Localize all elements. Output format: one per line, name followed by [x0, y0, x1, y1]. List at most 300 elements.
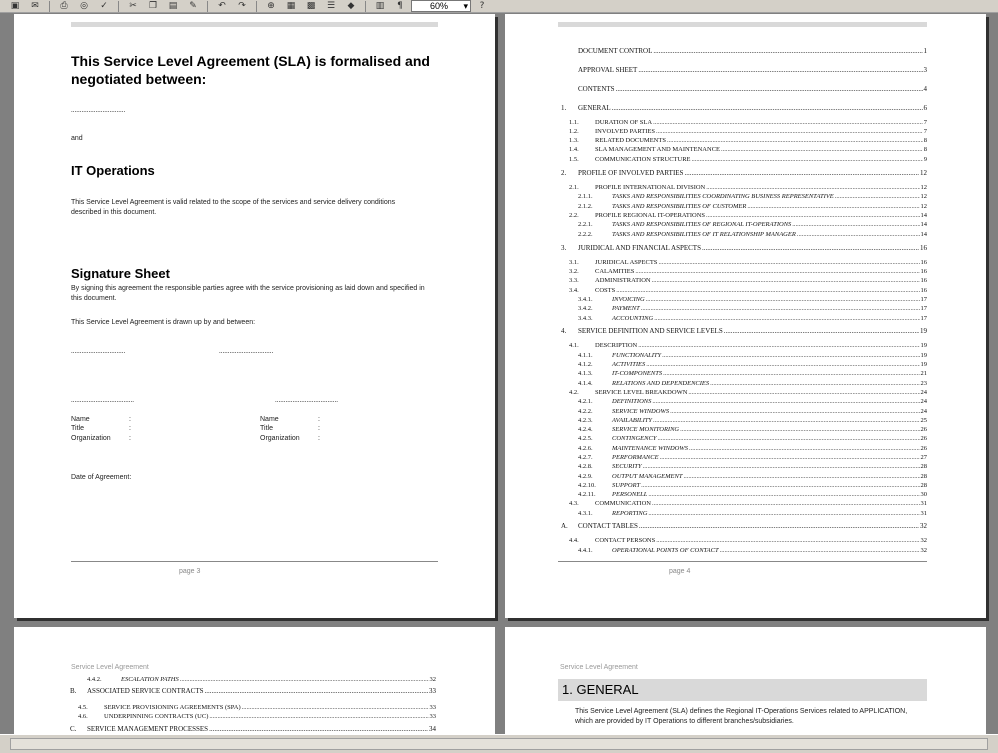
toc-number: 4.4.2. [87, 676, 102, 683]
toc-leader [638, 341, 919, 350]
toc-number: A. [561, 522, 568, 530]
toc-page-number: 16 [920, 259, 927, 266]
toc-entry[interactable] [561, 522, 927, 531]
toc-number: 1.4. [569, 146, 579, 153]
toc-title: REPORTING [612, 510, 648, 517]
toc-number: 4.6. [78, 713, 88, 720]
toc-number: 4.5. [78, 704, 88, 711]
toc-entry[interactable] [70, 687, 436, 696]
toc-page-number: 16 [920, 277, 927, 284]
toc-page-number: 28 [920, 463, 927, 470]
section-heading: 1. GENERAL [558, 679, 927, 701]
toc-entry[interactable] [569, 536, 927, 545]
toc-number: 3.4. [569, 287, 579, 294]
toc-number: 4.3. [569, 500, 579, 507]
paste-icon[interactable]: ▤ [168, 1, 178, 11]
header-bar [558, 22, 927, 27]
toc-page-number: 26 [920, 435, 927, 442]
toc-title: DESCRIPTION [595, 342, 638, 349]
horizontal-scrollbar[interactable] [0, 734, 998, 753]
toc-number: 3. [561, 244, 567, 252]
scrollbar-thumb[interactable] [10, 738, 988, 750]
toc-leader [641, 304, 920, 313]
toc-page-number: 3 [923, 66, 927, 74]
toc-number: 1. [561, 104, 567, 112]
toc-number: 4.2.3. [578, 417, 593, 424]
field-title-right: Title : [260, 425, 320, 432]
toc-entry[interactable] [70, 725, 436, 734]
toc-leader [646, 295, 920, 304]
toc-title: GENERAL [578, 104, 611, 112]
footer-line [558, 561, 927, 562]
copy-icon[interactable]: ❐ [148, 1, 158, 11]
toc-title: ACTIVITIES [612, 361, 646, 368]
toc-page-number: 19 [920, 361, 927, 368]
toc-number: 4.1.3. [578, 370, 593, 377]
toc-leader [652, 499, 920, 508]
toc-entry[interactable] [78, 703, 436, 712]
toc-page-number: 28 [920, 473, 927, 480]
toc-page-number: 31 [920, 510, 927, 517]
toc-leader [658, 258, 919, 267]
toc-leader [639, 522, 919, 531]
toc-title: OUTPUT MANAGEMENT [612, 473, 683, 480]
signature-line: .................................... [71, 396, 134, 404]
toc-leader [643, 462, 920, 471]
redo-icon[interactable]: ↷ [238, 1, 246, 11]
toc-leader [657, 434, 919, 443]
help-icon[interactable]: ? [479, 1, 485, 11]
toc-leader [724, 327, 919, 336]
toc-page-number: 14 [920, 221, 927, 228]
toc-number: 2.2. [569, 212, 579, 219]
hyperlink-icon[interactable]: ⊕ [267, 1, 275, 11]
toc-entry[interactable] [578, 369, 927, 378]
toc-entry[interactable] [578, 230, 927, 239]
print-icon[interactable]: ⎙ [60, 1, 68, 11]
toc-title: UNDERPINNING CONTRACTS (UC) [104, 713, 209, 720]
toc-entry[interactable] [569, 145, 927, 154]
columns-icon[interactable]: ☰ [326, 1, 336, 11]
toc-page-number: 7 [923, 119, 927, 126]
toc-number: 4.1.4. [578, 380, 593, 387]
toc-leader [792, 220, 919, 229]
footer-line [71, 561, 438, 562]
toc-entry[interactable] [578, 546, 927, 555]
toc-title: TASKS AND RESPONSIBILITIES OF IT RELATIONSHIP MANAGER [612, 231, 796, 238]
toc-title: TASKS AND RESPONSIBILITIES OF REGIONAL IT-OPERATIONS [612, 221, 792, 228]
toc-page-number: 33 [429, 713, 436, 720]
toc-number: 4.4. [569, 537, 579, 544]
toc-title: INVOICING [612, 296, 645, 303]
toc-leader [653, 118, 923, 127]
toc-entry[interactable] [578, 220, 927, 229]
toc-page-number: 33 [429, 704, 436, 711]
toc-title: AVAILABILITY [612, 417, 652, 424]
toc-title: JURIDICAL ASPECTS [595, 259, 658, 266]
toc-leader [648, 509, 919, 518]
toc-title: SLA MANAGEMENT AND MAINTENANCE [595, 146, 721, 153]
toc-title: SERVICE MONITORING [612, 426, 680, 433]
toc-page-number: 17 [920, 315, 927, 322]
toc-page-number: 32 [429, 676, 436, 683]
toc-title: MAINTENANCE WINDOWS [612, 445, 689, 452]
toc-number: 4.1.2. [578, 361, 593, 368]
toc-page-number: 21 [920, 370, 927, 377]
toc-page-number: 31 [920, 500, 927, 507]
zoom-select[interactable] [411, 0, 471, 12]
signature-line: .................................... [275, 396, 338, 404]
toc-entry[interactable] [578, 481, 927, 490]
toc-title: PERFORMANCE [612, 454, 659, 461]
toc-number: 4.3.1. [578, 510, 593, 517]
toc-title: RELATED DOCUMENTS [595, 137, 666, 144]
excel-icon[interactable]: ▩ [306, 1, 316, 11]
toc-entry[interactable] [578, 444, 927, 453]
toc-leader [689, 444, 919, 453]
toc-entry[interactable] [578, 360, 927, 369]
toc-title: COSTS [595, 287, 616, 294]
toc-page-number: 24 [920, 398, 927, 405]
toc-page-number: 6 [923, 104, 927, 112]
toc-number: 3.3. [569, 277, 579, 284]
toc-entry[interactable] [569, 267, 927, 276]
toc-entry[interactable] [578, 202, 927, 211]
toc-number: 4.1. [569, 342, 579, 349]
toc-page-number: 32 [920, 537, 927, 544]
toc-page-number: 12 [920, 169, 927, 177]
page-number: page 4 [669, 568, 691, 575]
field-name-left: Name : [71, 416, 131, 423]
toc-page-number: 32 [920, 522, 927, 530]
toc-number: 4.2.8. [578, 463, 593, 470]
toc-title: APPROVAL SHEET [578, 66, 638, 74]
toc-number: B. [70, 687, 77, 695]
toc-entry[interactable] [578, 314, 927, 323]
toc-entry[interactable] [578, 509, 927, 518]
toc-page-number: 19 [920, 342, 927, 349]
toc-title: SUPPORT [612, 482, 641, 489]
toc-entry[interactable] [78, 712, 436, 721]
toc-leader [641, 481, 919, 490]
toc-leader [702, 244, 919, 253]
toc-entry[interactable] [578, 192, 927, 201]
toc-entry[interactable] [569, 286, 927, 295]
toolbar-separator [256, 1, 257, 12]
toc-leader [688, 388, 919, 397]
toc-number: 4.2.1. [578, 398, 593, 405]
toc-entry[interactable] [569, 341, 927, 350]
toc-page-number: 14 [920, 231, 927, 238]
toc-page-number: 34 [429, 725, 436, 733]
running-header: Service Level Agreement [71, 664, 149, 671]
toc-page-number: 17 [920, 305, 927, 312]
toc-entry[interactable] [578, 453, 927, 462]
toc-page-number: 30 [920, 491, 927, 498]
toc-number: 1.5. [569, 156, 579, 163]
toc-number: 2.2.2. [578, 231, 593, 238]
toc-page-number: 12 [920, 193, 927, 200]
toc-entry[interactable] [578, 397, 927, 406]
toc-entry[interactable] [569, 499, 927, 508]
toc-page-number: 12 [920, 184, 927, 191]
toc-entry[interactable] [561, 104, 927, 113]
toolbar-separator [49, 1, 50, 12]
toc-title: JURIDICAL AND FINANCIAL ASPECTS [578, 244, 701, 252]
toc-leader [710, 379, 919, 388]
toc-entry[interactable] [578, 472, 927, 481]
toc-page-number: 19 [920, 327, 927, 335]
toc-page-number: 26 [920, 445, 927, 452]
toc-leader [635, 267, 919, 276]
valid-text: This Service Level Agreement is valid related to the scope of the services and service delivery conditions described in this document. [71, 199, 396, 216]
toc-number: 4.2.11. [578, 491, 596, 498]
toc-entry[interactable] [578, 462, 927, 471]
toc-number: 4.2.5. [578, 435, 593, 442]
field-org-left: Organization : [71, 435, 131, 442]
signature-line: ............................... [71, 347, 126, 355]
drawn-up-text: This Service Level Agreement is drawn up by and between: [71, 319, 256, 326]
toc-entry[interactable] [578, 434, 927, 443]
toc-entry[interactable] [561, 244, 927, 253]
toc-number: 1.1. [569, 119, 579, 126]
toc-title: ESCALATION PATHS [121, 676, 179, 683]
party-placeholder: ............................... [71, 106, 126, 114]
agreement-title: This Service Level Agreement (SLA) is formalised and negotiated between: [71, 53, 430, 87]
toc-title: PROFILE INTERNATIONAL DIVISION [595, 184, 706, 191]
toc-title: TASKS AND RESPONSIBILITIES COORDINATING BUSINESS REPRESENTATIVE [612, 193, 834, 200]
standard-toolbar [0, 0, 998, 13]
toc-entry[interactable] [569, 211, 927, 220]
toc-entry[interactable] [561, 85, 927, 94]
toc-title: TASKS AND RESPONSIBILITIES OF CUSTOMER [612, 203, 747, 210]
toc-page-number: 14 [920, 212, 927, 219]
toc-entry[interactable] [569, 136, 927, 145]
toc-page-number: 24 [920, 389, 927, 396]
toc-entry[interactable] [561, 169, 927, 178]
toc-title: CONTENTS [578, 85, 615, 93]
toc-entry[interactable] [561, 47, 927, 56]
toc-number: 4.2.7. [578, 454, 593, 461]
toc-entry[interactable] [578, 295, 927, 304]
signature-line: ............................... [219, 347, 274, 355]
toc-entry[interactable] [569, 388, 927, 397]
toc-entry[interactable] [578, 490, 927, 499]
toc-entry[interactable] [578, 407, 927, 416]
toc-title: PROFILE REGIONAL IT-OPERATIONS [595, 212, 706, 219]
toc-entry[interactable] [578, 379, 927, 388]
table-icon[interactable]: ▦ [286, 1, 296, 11]
toc-leader [648, 490, 919, 499]
toc-entry[interactable] [569, 155, 927, 164]
toc-number: 4.2. [569, 389, 579, 396]
toc-title: DURATION OF SLA [595, 119, 653, 126]
toc-leader [653, 416, 920, 425]
toc-title: SERVICE DEFINITION AND SERVICE LEVELS [578, 327, 723, 335]
toc-title: ACCOUNTING [612, 315, 654, 322]
signature-text: By signing this agreement the responsible parties agree with the service provisioning as laid down and specified in this document. [71, 285, 425, 302]
save-icon[interactable]: ▣ [10, 1, 20, 11]
toc-page-number: 16 [920, 244, 927, 252]
toc-page-number: 8 [923, 146, 927, 153]
toc-title: CALAMITIES [595, 268, 635, 275]
toc-leader [747, 202, 919, 211]
toc-title: INVOLVED PARTIES [595, 128, 655, 135]
toc-title: SERVICE PROVISIONING AGREEMENTS (SPA) [104, 704, 241, 711]
field-org-right: Organization : [260, 435, 320, 442]
toc-leader [616, 286, 919, 295]
toc-leader [670, 407, 919, 416]
toc-number: 4.2.4. [578, 426, 593, 433]
toc-leader [660, 453, 920, 462]
toc-entry[interactable] [578, 351, 927, 360]
toc-page-number: 24 [920, 408, 927, 415]
header-bar [71, 22, 438, 27]
toc-entry[interactable] [569, 118, 927, 127]
toc-number: 4.1.1. [578, 352, 593, 359]
toc-title: ASSOCIATED SERVICE CONTRACTS [87, 687, 204, 695]
toc-leader [656, 127, 923, 136]
signature-heading: Signature Sheet [71, 266, 170, 281]
toc-number: 4.2.6. [578, 445, 593, 452]
toc-title: IT-COMPONENTS [612, 370, 663, 377]
toc-number: 1.3. [569, 137, 579, 144]
toc-number: 4.2.2. [578, 408, 593, 415]
toc-leader [721, 145, 923, 154]
toc-title: CONTINGENCY [612, 435, 657, 442]
toc-page-number: 7 [923, 128, 927, 135]
it-ops-heading: IT Operations [71, 163, 155, 178]
toc-number: 3.1. [569, 259, 579, 266]
toc-leader [653, 47, 922, 56]
toc-page-number: 28 [920, 482, 927, 489]
and-text: and [71, 135, 83, 142]
toc-title: OPERATIONAL POINTS OF CONTACT [612, 547, 719, 554]
toc-leader [706, 183, 919, 192]
toolbar-separator [207, 1, 208, 12]
toc-title: CONTACT TABLES [578, 522, 638, 530]
toc-page-number: 17 [920, 296, 927, 303]
cut-icon[interactable]: ✂ [129, 1, 137, 11]
toc-leader [209, 725, 428, 734]
toc-entry[interactable] [561, 66, 927, 75]
preview-icon[interactable]: ◎ [80, 1, 88, 11]
toc-title: DEFINITIONS [612, 398, 652, 405]
toc-leader [205, 687, 428, 696]
toc-number: 3.4.1. [578, 296, 593, 303]
toc-page-number: 1 [923, 47, 927, 55]
toc-page-number: 27 [920, 454, 927, 461]
toc-number: 4. [561, 327, 567, 335]
toc-leader [797, 230, 920, 239]
toc-number: 3.4.2. [578, 305, 593, 312]
toc-page-number: 12 [920, 203, 927, 210]
toc-number: 2.1. [569, 184, 579, 191]
toc-leader [835, 192, 920, 201]
toc-page-number: 9 [923, 156, 927, 163]
toc-number: 4.2.9. [578, 473, 593, 480]
toc-leader [662, 351, 919, 360]
toc-title: ADMINISTRATION [595, 277, 651, 284]
toc-number: 3.4.3. [578, 315, 593, 322]
general-body-text: This Service Level Agreement (SLA) defines the Regional IT-Operations Services related to APPLICATION, which are provided by IT Operations to different branches/subsidiaries. [575, 708, 908, 725]
toc-entry[interactable] [569, 276, 927, 285]
toc-page-number: 8 [923, 137, 927, 144]
toc-entry[interactable] [578, 425, 927, 434]
toc-title: FUNCTIONALITY [612, 352, 662, 359]
toolbar-separator [118, 1, 119, 12]
format-painter-icon[interactable]: ✎ [189, 1, 197, 11]
page-4[interactable] [505, 14, 986, 618]
toc-entry[interactable] [569, 183, 927, 192]
toc-entry[interactable] [87, 675, 436, 684]
toc-leader [720, 546, 920, 555]
undo-icon[interactable]: ↶ [218, 1, 226, 11]
toc-title: SERVICE MANAGEMENT PROCESSES [87, 725, 209, 733]
toc-number: 2. [561, 169, 567, 177]
toc-number: 4.2.10. [578, 482, 596, 489]
toc-entry[interactable] [569, 258, 927, 267]
toc-entry[interactable] [578, 304, 927, 313]
toolbar-separator [365, 1, 366, 12]
toc-leader [638, 66, 922, 75]
chevron-down-icon[interactable]: ▾ [463, 1, 468, 11]
toc-leader [616, 85, 923, 94]
toc-leader [663, 369, 919, 378]
field-name-right: Name : [260, 416, 320, 423]
pilcrow-icon[interactable]: ¶ [397, 1, 403, 11]
toc-title: SERVICE LEVEL BREAKDOWN [595, 389, 688, 396]
drawing-icon[interactable]: ◆ [347, 1, 355, 11]
field-title-left: Title : [71, 425, 131, 432]
toc-page-number: 16 [920, 268, 927, 275]
toc-leader [654, 314, 919, 323]
toc-leader [180, 675, 429, 684]
doc-map-icon[interactable]: ▥ [375, 1, 385, 11]
toc-title: COMMUNICATION [595, 500, 651, 507]
toc-leader [656, 536, 919, 545]
page-number: page 3 [179, 568, 201, 575]
toc-page-number: 33 [429, 687, 436, 695]
toc-entry[interactable] [569, 127, 927, 136]
toc-number: 3.2. [569, 268, 579, 275]
toc-title: RELATIONS AND DEPENDENCIES [612, 380, 710, 387]
toc-title: SERVICE WINDOWS [612, 408, 670, 415]
toc-page-number: 32 [920, 547, 927, 554]
spell-icon[interactable]: ✓ [100, 1, 108, 11]
toc-page-number: 25 [920, 417, 927, 424]
page-3[interactable] [14, 14, 495, 618]
toc-number: 2.1.1. [578, 193, 593, 200]
toc-title: PROFILE OF INVOLVED PARTIES [578, 169, 684, 177]
toc-page-number: 16 [920, 287, 927, 294]
toc-title: CONTACT PERSONS [595, 537, 656, 544]
toc-title: COMMUNICATION STRUCTURE [595, 156, 691, 163]
mail-icon[interactable]: ✉ [31, 1, 39, 11]
toc-number: 1.2. [569, 128, 579, 135]
toc-leader [683, 472, 919, 481]
toc-entry[interactable] [561, 327, 927, 336]
toc-number: 2.1.2. [578, 203, 593, 210]
toc-page-number: 4 [923, 85, 927, 93]
toc-leader [612, 104, 923, 113]
toc-entry[interactable] [578, 416, 927, 425]
toc-number: 2.2.1. [578, 221, 593, 228]
toc-leader [652, 397, 919, 406]
toc-leader [209, 712, 428, 721]
toc-leader [692, 155, 923, 164]
toc-leader [667, 136, 923, 145]
